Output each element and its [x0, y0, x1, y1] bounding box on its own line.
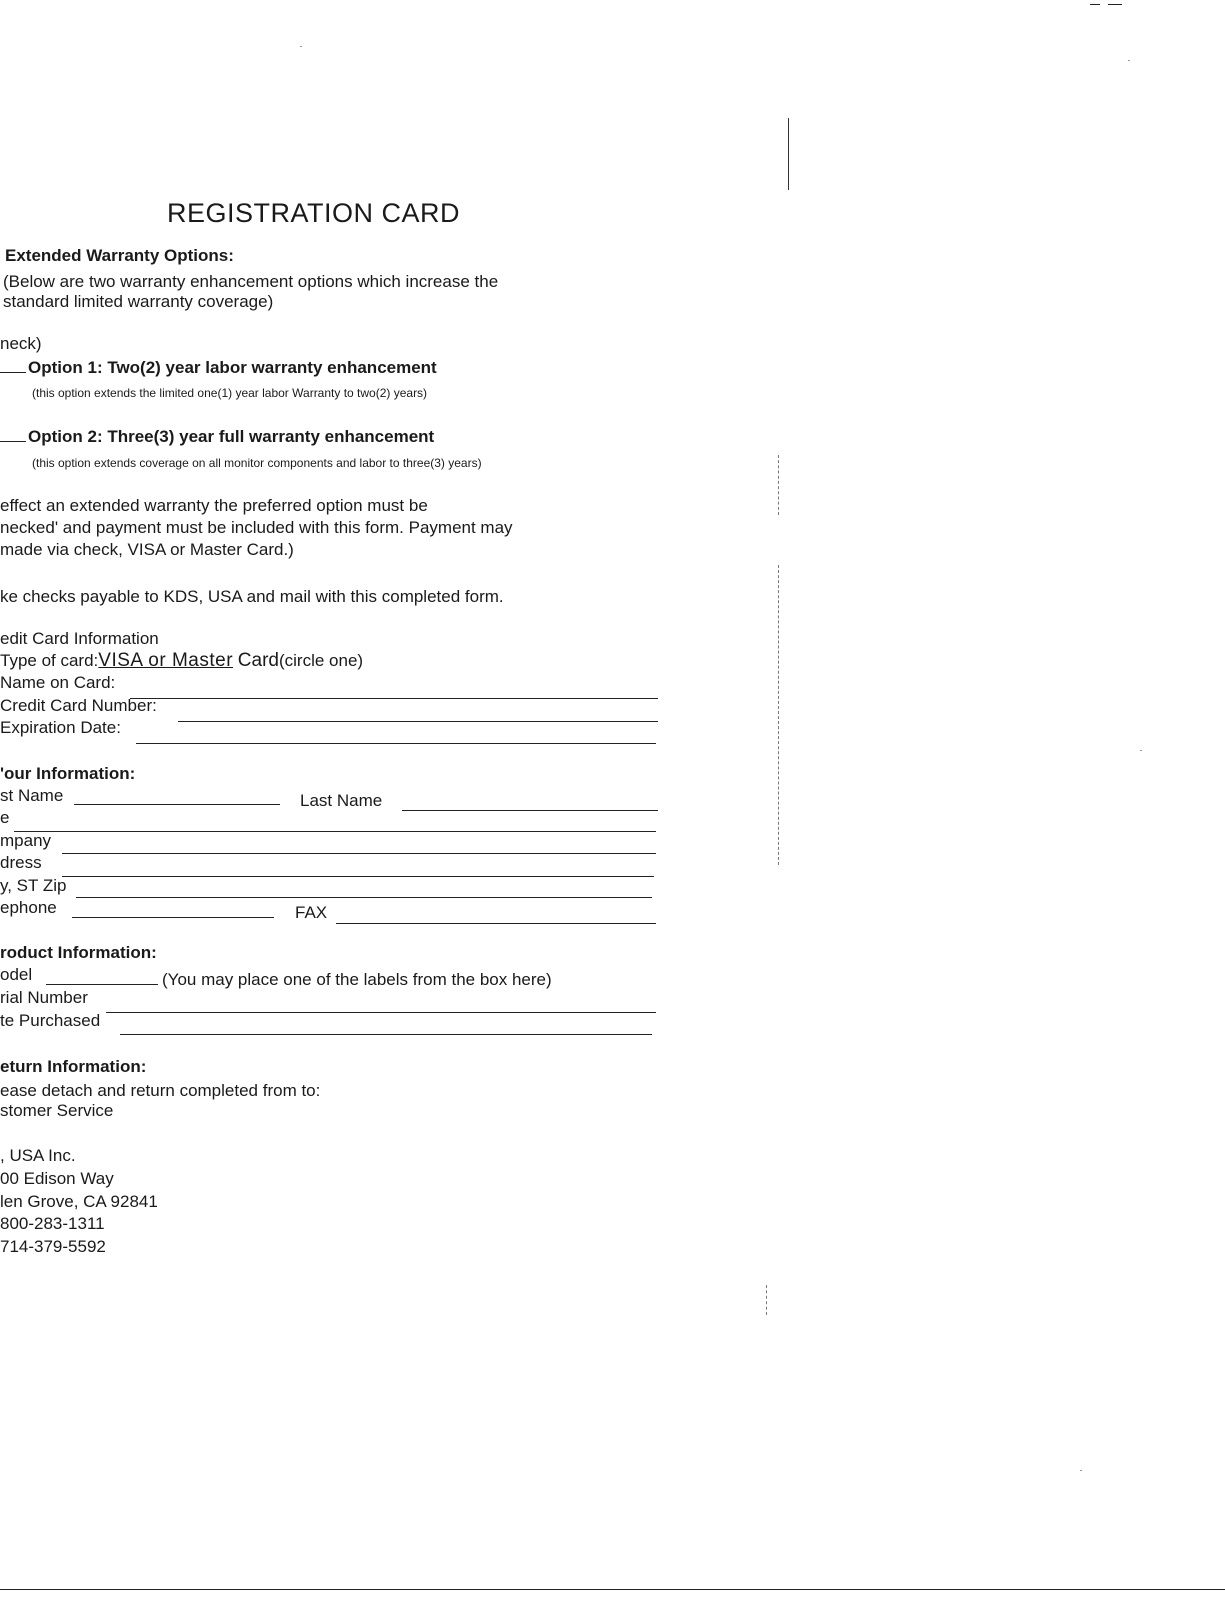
note-line-1: effect an extended warranty the preferred option must be [0, 496, 428, 515]
card-number-label: Credit Card Number: [0, 696, 157, 715]
card-number-field[interactable] [178, 721, 658, 722]
warranty-intro-2: standard limited warranty coverage) [3, 292, 274, 311]
option1-checkbox-line[interactable] [0, 372, 26, 373]
warranty-heading: Extended Warranty Options: [5, 246, 234, 265]
note-line-2: necked' and payment must be included with this form. Payment may [0, 518, 513, 537]
speck [1128, 60, 1130, 61]
warranty-intro-1: (Below are two warranty enhancement options which increase the [3, 272, 499, 291]
margin-mark [788, 118, 789, 190]
option2-title: Option 2: Three(3) year full warranty enhancement [28, 427, 435, 446]
address-field[interactable] [62, 876, 654, 877]
company-label: mpany [0, 831, 52, 850]
speck [300, 46, 302, 47]
card-type-row [0, 651, 363, 671]
card-type-label: Type of card: [0, 651, 99, 670]
speck [1080, 1470, 1082, 1471]
option1-title: Option 1: Two(2) year labor warranty enhancement [28, 358, 437, 377]
card-type-circle: (circle one) [278, 651, 364, 670]
date-purchased-field[interactable] [120, 1034, 652, 1035]
your-info-heading: 'our Information: [0, 764, 136, 783]
first-name-field[interactable] [74, 804, 280, 805]
name-on-card-field[interactable] [130, 698, 658, 699]
city-label: y, ST Zip [0, 876, 67, 895]
fax-field[interactable] [336, 923, 656, 924]
serial-field[interactable] [106, 1012, 656, 1013]
option2-desc: (this option extends coverage on all monitor components and labor to three(3) years) [32, 456, 482, 470]
check-label: neck) [0, 334, 42, 353]
checks-payable: ke checks payable to KDS, USA and mail with this completed form. [0, 587, 504, 606]
margin-dots [778, 565, 779, 865]
product-heading: roduct Information: [0, 943, 157, 962]
return-line-1: ease detach and return completed from to: [0, 1081, 321, 1100]
model-note: (You may place one of the labels from the box here) [162, 970, 552, 989]
return-street: 00 Edison Way [0, 1169, 114, 1188]
margin-dots [766, 1285, 767, 1315]
option2-checkbox-line[interactable] [0, 441, 26, 442]
card-type-value[interactable]: VISA or Master [98, 650, 234, 671]
fax-label: FAX [295, 903, 328, 922]
address-label: dress [0, 853, 42, 872]
title-field[interactable] [14, 831, 656, 832]
speck [1140, 750, 1142, 751]
telephone-field[interactable] [72, 917, 274, 918]
option1-desc: (this option extends the limited one(1) year labor Warranty to two(2) years) [32, 386, 428, 400]
card-type-card: Card [237, 650, 279, 671]
last-name-field[interactable] [402, 810, 658, 811]
margin-dots [778, 455, 779, 515]
serial-label: rial Number [0, 988, 88, 1007]
model-field[interactable] [46, 984, 158, 985]
expiration-label: Expiration Date: [0, 718, 121, 737]
page-title: REGISTRATION CARD [167, 198, 461, 228]
model-label: odel [0, 965, 33, 984]
city-field[interactable] [76, 897, 652, 898]
telephone-label: ephone [0, 898, 57, 917]
credit-heading: edit Card Information [0, 629, 159, 648]
return-line-2: stomer Service [0, 1101, 114, 1120]
return-city: len Grove, CA 92841 [0, 1192, 158, 1211]
return-company: , USA Inc. [0, 1146, 76, 1165]
return-fax: 714-379-5592 [0, 1237, 106, 1256]
corner-mark [1090, 4, 1100, 5]
name-on-card-label: Name on Card: [0, 673, 116, 692]
first-name-label: st Name [0, 786, 64, 805]
corner-mark [1108, 4, 1122, 5]
return-phone: 800-283-1311 [0, 1214, 105, 1233]
note-line-3: made via check, VISA or Master Card.) [0, 540, 294, 559]
date-purchased-label: te Purchased [0, 1011, 101, 1030]
last-name-label: Last Name [300, 791, 383, 810]
bottom-edge [0, 1589, 1225, 1590]
expiration-field[interactable] [136, 743, 656, 744]
return-heading: eturn Information: [0, 1057, 147, 1076]
company-field[interactable] [62, 853, 656, 854]
title-label: e [0, 808, 10, 827]
